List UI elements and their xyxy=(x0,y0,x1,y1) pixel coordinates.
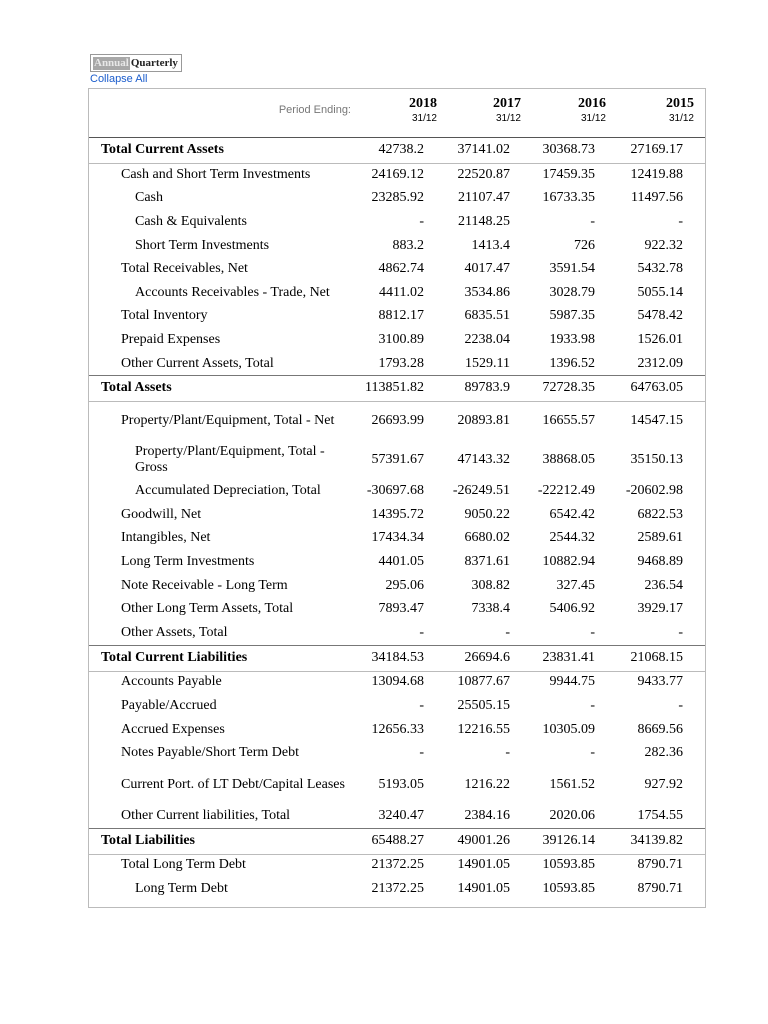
row-value-2016: - xyxy=(590,213,595,229)
row-value-2018: 5193.05 xyxy=(378,776,424,792)
table-row xyxy=(89,305,705,329)
row-value-2018: 883.2 xyxy=(392,237,424,253)
row-value-2017: 21148.25 xyxy=(458,213,510,229)
table-row xyxy=(89,741,705,765)
row-value-2016: 327.45 xyxy=(556,577,595,593)
row-value-2015: 5055.14 xyxy=(637,284,683,300)
table-row xyxy=(89,597,705,621)
table-row xyxy=(89,645,705,671)
row-label: Long Term Debt xyxy=(135,880,228,896)
row-value-2016: 2544.32 xyxy=(549,530,595,546)
row-label: Intangibles, Net xyxy=(121,530,211,546)
period-ending-label: Period Ending: xyxy=(278,104,351,116)
table-row xyxy=(89,671,705,695)
row-value-2017: 21107.47 xyxy=(458,190,510,206)
table-row xyxy=(89,765,705,804)
table-row xyxy=(89,328,705,352)
row-value-2015: 35150.13 xyxy=(630,451,683,467)
row-value-2016: 39126.14 xyxy=(542,832,595,848)
row-value-2017: 12216.55 xyxy=(457,721,510,737)
row-value-2018: 12656.33 xyxy=(371,721,424,737)
row-value-2016: 2020.06 xyxy=(549,807,595,823)
row-value-2018: 7893.47 xyxy=(378,601,424,617)
row-value-2016: 3028.79 xyxy=(549,284,595,300)
row-value-2018: 8812.17 xyxy=(378,308,424,324)
row-label-total: Total Liabilities xyxy=(101,832,196,848)
row-value-2015: 5432.78 xyxy=(637,261,683,277)
row-value-2015: 282.36 xyxy=(644,745,683,761)
row-label: Current Port. of LT Debt/Capital Leases xyxy=(121,776,345,792)
period-toggle xyxy=(90,54,182,72)
row-value-2015: 2589.61 xyxy=(637,530,683,546)
row-value-2015: 5478.42 xyxy=(637,308,683,324)
column-header-2017 xyxy=(441,96,521,126)
row-value-2016: 5987.35 xyxy=(549,308,595,324)
row-label: Accounts Receivables - Trade, Net xyxy=(135,284,330,300)
row-value-2017: 47143.32 xyxy=(457,451,510,467)
row-label: Other Current Assets, Total xyxy=(121,355,274,371)
row-value-2018: 3100.89 xyxy=(378,331,424,347)
row-label: Payable/Accrued xyxy=(121,697,217,713)
row-value-2017: 6835.51 xyxy=(464,308,510,324)
row-value-2016: 1933.98 xyxy=(549,331,595,347)
column-year: 2016 xyxy=(578,96,606,111)
column-year: 2017 xyxy=(493,96,521,111)
row-value-2018: 24169.12 xyxy=(371,166,424,182)
row-value-2017: 20893.81 xyxy=(457,412,510,428)
table-header xyxy=(89,89,705,138)
row-value-2015: 12419.88 xyxy=(630,166,683,182)
row-value-2018: 42738.2 xyxy=(378,142,424,157)
row-value-2015: 3929.17 xyxy=(637,601,683,617)
row-value-2015: 2312.09 xyxy=(637,355,683,371)
row-value-2016: 6542.42 xyxy=(549,506,595,522)
row-value-2017: 26694.6 xyxy=(464,649,510,665)
table-row xyxy=(89,828,705,854)
row-value-2017: 2384.16 xyxy=(464,807,510,823)
annual-toggle-button[interactable]: Annual xyxy=(94,56,129,69)
row-value-2018: 4862.74 xyxy=(378,261,424,277)
row-label: Long Term Investments xyxy=(121,553,255,569)
row-value-2016: - xyxy=(590,624,595,640)
table-row xyxy=(89,281,705,305)
quarterly-toggle-button[interactable]: Quarterly xyxy=(130,56,178,69)
balance-sheet-table xyxy=(88,88,706,908)
table-row xyxy=(89,621,705,645)
row-value-2017: 7338.4 xyxy=(471,601,510,617)
row-label: Cash & Equivalents xyxy=(135,213,247,229)
row-value-2016: 72728.35 xyxy=(542,380,595,396)
row-value-2015: 11497.56 xyxy=(631,190,683,206)
row-value-2016: 23831.41 xyxy=(542,649,595,665)
table-row xyxy=(89,694,705,718)
row-value-2015: - xyxy=(678,624,683,640)
row-value-2018: 295.06 xyxy=(385,577,424,593)
row-value-2015: 8669.56 xyxy=(637,721,683,737)
row-value-2018: 4401.05 xyxy=(378,553,424,569)
row-value-2017: 2238.04 xyxy=(464,331,510,347)
row-value-2016: 9944.75 xyxy=(549,674,595,690)
row-value-2017: - xyxy=(505,624,510,640)
row-label: Short Term Investments xyxy=(135,237,270,253)
column-date: 31/12 xyxy=(668,113,694,124)
row-value-2015: 9468.89 xyxy=(637,553,683,569)
row-value-2016: - xyxy=(590,745,595,761)
row-label: Accrued Expenses xyxy=(121,721,225,737)
row-value-2015: 1526.01 xyxy=(637,331,683,347)
row-value-2017: 3534.86 xyxy=(464,284,510,300)
row-value-2018: 1793.28 xyxy=(378,355,424,371)
column-date: 31/12 xyxy=(580,113,606,124)
collapse-all-link[interactable]: Collapse All xyxy=(90,73,148,85)
table-row xyxy=(89,257,705,281)
row-value-2016: 5406.92 xyxy=(549,601,595,617)
row-value-2018: 4411.02 xyxy=(379,284,424,300)
row-value-2018: 13094.68 xyxy=(371,674,424,690)
row-value-2017: 14901.05 xyxy=(457,880,510,896)
row-value-2015: 927.92 xyxy=(644,776,683,792)
row-value-2016: 30368.73 xyxy=(542,142,595,157)
table-row xyxy=(89,137,705,163)
row-value-2018: 26693.99 xyxy=(371,412,424,428)
row-value-2017: 1413.4 xyxy=(471,237,510,253)
row-value-2015: 34139.82 xyxy=(630,832,683,848)
row-value-2015: - xyxy=(678,697,683,713)
row-value-2018: 113851.82 xyxy=(365,380,424,396)
row-value-2016: 726 xyxy=(574,237,595,253)
table-row xyxy=(89,210,705,234)
row-value-2017: 22520.87 xyxy=(457,166,510,182)
row-value-2015: -20602.98 xyxy=(625,483,683,499)
row-label: Goodwill, Net xyxy=(121,506,202,522)
row-value-2017: 8371.61 xyxy=(464,553,510,569)
table-row xyxy=(89,352,705,376)
row-value-2017: 37141.02 xyxy=(457,142,510,157)
row-value-2017: 1529.11 xyxy=(465,355,510,371)
row-value-2017: 10877.67 xyxy=(457,674,510,690)
row-value-2017: 308.82 xyxy=(471,577,510,593)
row-value-2016: 3591.54 xyxy=(549,261,595,277)
row-label-total: Total Current Liabilities xyxy=(101,649,248,665)
table-row xyxy=(89,479,705,503)
row-value-2015: 64763.05 xyxy=(630,380,683,396)
row-value-2015: 21068.15 xyxy=(630,649,683,665)
row-value-2017: - xyxy=(505,745,510,761)
row-value-2018: -30697.68 xyxy=(366,483,424,499)
row-value-2015: 236.54 xyxy=(644,577,683,593)
row-value-2016: 1561.52 xyxy=(549,776,595,792)
row-value-2016: 38868.05 xyxy=(542,451,595,467)
row-value-2015: - xyxy=(678,213,683,229)
column-date: 31/12 xyxy=(495,113,521,124)
row-value-2017: 1216.22 xyxy=(464,776,510,792)
row-value-2015: 9433.77 xyxy=(637,674,683,690)
row-value-2017: 49001.26 xyxy=(457,832,510,848)
table-row xyxy=(89,877,705,901)
row-value-2018: 65488.27 xyxy=(371,832,424,848)
row-label: Accumulated Depreciation, Total xyxy=(135,483,321,499)
row-label: Prepaid Expenses xyxy=(121,331,221,347)
column-year: 2018 xyxy=(409,96,437,111)
row-value-2018: 23285.92 xyxy=(371,190,424,206)
table-row xyxy=(89,574,705,598)
row-value-2015: 6822.53 xyxy=(637,506,683,522)
row-value-2017: 9050.22 xyxy=(464,506,510,522)
row-value-2015: 8790.71 xyxy=(637,880,683,896)
column-year: 2015 xyxy=(666,96,694,111)
row-value-2015: 8790.71 xyxy=(637,857,683,873)
table-row xyxy=(89,440,705,479)
table-row xyxy=(89,804,705,828)
row-label-total: Total Assets xyxy=(101,380,172,396)
row-value-2018: 57391.67 xyxy=(371,451,424,467)
column-date: 31/12 xyxy=(411,113,437,124)
table-row xyxy=(89,718,705,742)
row-value-2018: - xyxy=(419,213,424,229)
row-value-2016: 16733.35 xyxy=(542,190,595,206)
row-label: Total Inventory xyxy=(121,308,208,324)
row-value-2016: 10882.94 xyxy=(542,553,595,569)
row-label: Cash xyxy=(135,190,163,206)
row-value-2016: 1396.52 xyxy=(549,355,595,371)
table-row xyxy=(89,854,705,878)
row-value-2018: 14395.72 xyxy=(371,506,424,522)
row-value-2018: - xyxy=(419,697,424,713)
row-label: Notes Payable/Short Term Debt xyxy=(121,745,300,761)
row-label: Cash and Short Term Investments xyxy=(121,166,311,182)
row-value-2017: 4017.47 xyxy=(464,261,510,277)
row-label: Other Current liabilities, Total xyxy=(121,807,291,823)
row-value-2015: 14547.15 xyxy=(630,412,683,428)
table-row xyxy=(89,527,705,551)
row-label: Note Receivable - Long Term xyxy=(121,577,288,593)
row-value-2016: 10593.85 xyxy=(542,857,595,873)
row-value-2015: 27169.17 xyxy=(630,142,683,157)
row-value-2018: 34184.53 xyxy=(371,649,424,665)
row-value-2017: 25505.15 xyxy=(457,697,510,713)
row-value-2018: 17434.34 xyxy=(371,530,424,546)
table-row xyxy=(89,187,705,211)
row-value-2018: 3240.47 xyxy=(378,807,424,823)
row-label: Total Receivables, Net xyxy=(121,261,248,277)
row-value-2016: -22212.49 xyxy=(537,483,595,499)
row-value-2015: 1754.55 xyxy=(637,807,683,823)
row-label: Other Assets, Total xyxy=(121,624,228,640)
column-header-2016 xyxy=(526,96,606,126)
row-value-2016: 16655.57 xyxy=(542,412,595,428)
row-value-2017: -26249.51 xyxy=(452,483,510,499)
column-header-2015 xyxy=(614,96,694,126)
row-value-2018: - xyxy=(419,624,424,640)
table-row xyxy=(89,234,705,258)
row-value-2015: 922.32 xyxy=(644,237,683,253)
table-row xyxy=(89,375,705,401)
row-value-2016: 17459.35 xyxy=(542,166,595,182)
row-value-2016: 10593.85 xyxy=(542,880,595,896)
row-value-2017: 6680.02 xyxy=(464,530,510,546)
row-value-2018: 21372.25 xyxy=(371,880,424,896)
table-row xyxy=(89,503,705,527)
row-value-2016: - xyxy=(590,697,595,713)
row-label: Total Long Term Debt xyxy=(121,857,246,873)
row-value-2018: - xyxy=(419,745,424,761)
table-row xyxy=(89,163,705,187)
row-label-total: Total Current Assets xyxy=(101,142,224,157)
row-label: Other Long Term Assets, Total xyxy=(121,601,294,617)
row-value-2017: 14901.05 xyxy=(457,857,510,873)
row-label: Property/Plant/Equipment, Total - Gross xyxy=(135,443,325,475)
table-row xyxy=(89,401,705,440)
row-label: Property/Plant/Equipment, Total - Net xyxy=(121,412,335,428)
column-header-2018 xyxy=(357,96,437,126)
row-value-2017: 89783.9 xyxy=(464,380,510,396)
table-row xyxy=(89,550,705,574)
row-label: Accounts Payable xyxy=(121,674,222,690)
row-value-2018: 21372.25 xyxy=(371,857,424,873)
row-value-2016: 10305.09 xyxy=(542,721,595,737)
